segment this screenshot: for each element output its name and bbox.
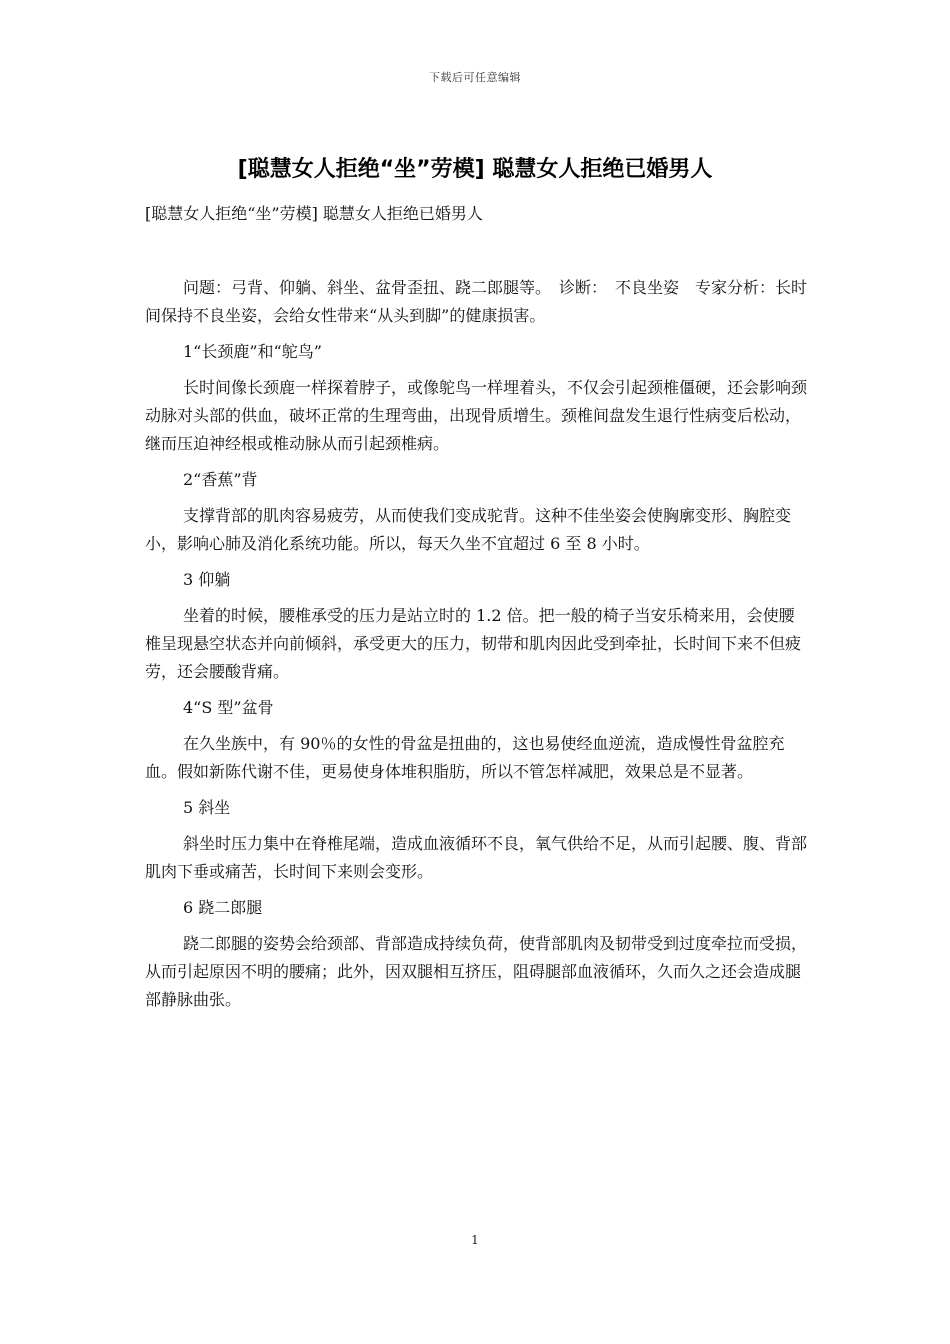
section-heading: 6 跷二郎腿 — [183, 898, 263, 917]
document-body — [145, 200, 810, 1022]
section-body: 斜坐时压力集中在脊椎尾端，造成血液循环不良，氧气供给不足，从而引起腰、腹、背部肌肉下垂或痛苦，长时间下来则会变形。 — [145, 834, 808, 881]
section-body: 跷二郎腿的姿势会给颈部、背部造成持续负荷，使背部肌肉及韧带受到过度牵拉而受损，从而引起原因不明的腰痛；此外，因双腿相互挤压，阻碍腿部血液循环，久而久之还会造成腿部静脉曲张。 — [145, 934, 808, 1009]
section-heading: 4“S 型”盆骨 — [183, 698, 274, 717]
section-body: 在久坐族中，有 90％的女性的骨盆是扭曲的，这也易使经血逆流，造成慢性骨盆腔充血。假如新陈代谢不佳，更易使身体堆积脂肪，所以不管怎样减肥，效果总是不显著。 — [145, 734, 785, 781]
document-subtitle: [聪慧女人拒绝“坐”劳模] 聪慧女人拒绝已婚男人 — [145, 204, 483, 223]
section-body: 支撑背部的肌肉容易疲劳，从而使我们变成驼背。这种不佳坐姿会使胸廓变形、胸腔变小，影响心肺及消化系统功能。所以，每天久坐不宜超过 6 至 8 小时。 — [145, 506, 792, 553]
section-heading: 1“长颈鹿”和“鸵鸟” — [183, 342, 322, 361]
header-note: 下载后可任意编辑 — [429, 71, 521, 84]
section-body: 坐着的时候，腰椎承受的压力是站立时的 1.2 倍。把一般的椅子当安乐椅来用，会使腰椎呈现悬空状态并向前倾斜，承受更大的压力，韧带和肌肉因此受到牵扯，长时间下来不但疲劳，还会腰酸背痛。 — [145, 606, 802, 681]
section-heading: 2“香蕉”背 — [183, 470, 258, 489]
section-heading: 3 仰躺 — [183, 570, 231, 589]
section-body: 长时间像长颈鹿一样探着脖子，或像鸵鸟一样埋着头，不仅会引起颈椎僵硬，还会影响颈动脉对头部的供血，破坏正常的生理弯曲，出现骨质增生。颈椎间盘发生退行性病变后松动，继而压迫神经根或椎动脉从而引起颈椎病。 — [145, 378, 808, 453]
section-heading: 5 斜坐 — [183, 798, 231, 817]
document-title: [聪慧女人拒绝“坐”劳模] 聪慧女人拒绝已婚男人 — [237, 157, 713, 182]
page-number: 1 — [471, 1233, 479, 1247]
intro-paragraph: 问题：弓背、仰躺、斜坐、盆骨歪扭、跷二郎腿等。 诊断： 不良坐姿 专家分析：长时间保持不良坐姿，会给女性带来“从头到脚”的健康损害。 — [145, 278, 808, 325]
